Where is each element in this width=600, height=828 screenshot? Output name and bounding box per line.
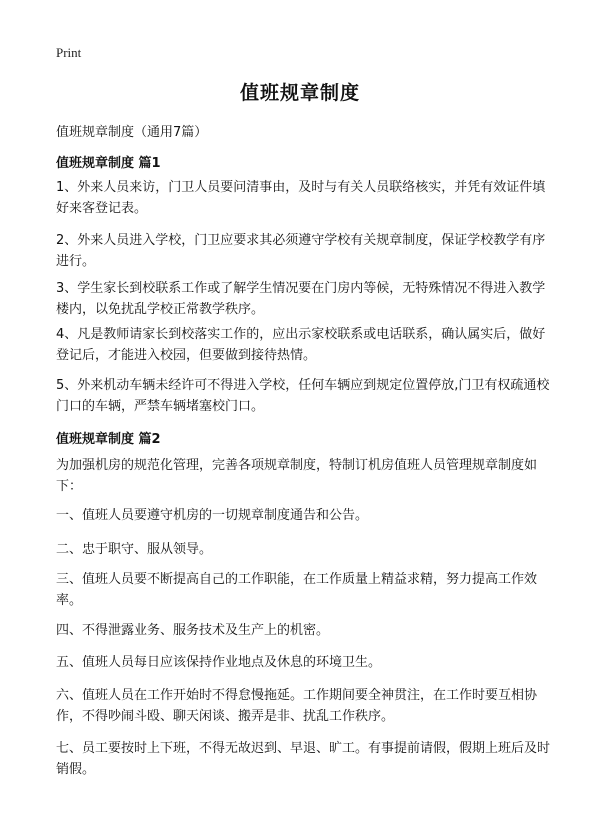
paragraph: 七、员工要按时上下班，不得无故迟到、早退、旷工。有事提前请假，假期上班后及时销假。 <box>56 741 551 777</box>
document-subtitle: 值班规章制度（通用7篇） <box>56 125 208 140</box>
section-heading-2: 值班规章制度 篇2 <box>56 432 161 447</box>
paragraph: 五、值班人员每日应该保持作业地点及休息的环境卫生。 <box>56 655 382 670</box>
section-heading-1: 值班规章制度 篇1 <box>56 156 161 171</box>
paragraph: 5、外来机动车辆未经许可不得进入学校，任何车辆应到规定位置停放,门卫有权疏通校门口的车辆，严禁车辆堵塞校门口。 <box>56 378 550 414</box>
paragraph: 三、值班人员要不断提高自己的工作职能，在工作质量上精益求精，努力提高工作效率。 <box>56 572 538 608</box>
paragraph: 3、学生家长到校联系工作或了解学生情况要在门房内等候，无特殊情况不得进入教学楼内，以免扰乱学校正常教学秩序。 <box>56 281 546 317</box>
paragraph: 四、不得泄露业务、服务技术及生产上的机密。 <box>56 623 330 638</box>
paragraph: 一、值班人员要遵守机房的一切规章制度通告和公告。 <box>56 508 369 523</box>
print-label: Print <box>56 45 82 60</box>
page-title: 值班规章制度 <box>239 82 360 104</box>
paragraph: 为加强机房的规范化管理，完善各项规章制度，特制订机房值班人员管理规章制度如下： <box>56 458 538 494</box>
paragraph: 六、值班人员在工作开始时不得怠慢拖延。工作期间要全神贯注，在工作时要互相协作，不得吵闹斗殴、聊天闲谈、搬弄是非、扰乱工作秩序。 <box>56 688 538 724</box>
paragraph: 2、外来人员进入学校，门卫应要求其必须遵守学校有关规章制度，保证学校教学有序进行。 <box>56 233 546 269</box>
paragraph: 1、外来人员来访，门卫人员要问清事由，及时与有关人员联络核实，并凭有效证件填好来客登记表。 <box>56 180 546 216</box>
paragraph: 二、忠于职守、服从领导。 <box>56 542 213 557</box>
paragraph: 4、凡是教师请家长到校落实工作的，应出示家校联系或电话联系，确认属实后，做好登记后，才能进入校园，但要做到接待热情。 <box>56 327 546 363</box>
